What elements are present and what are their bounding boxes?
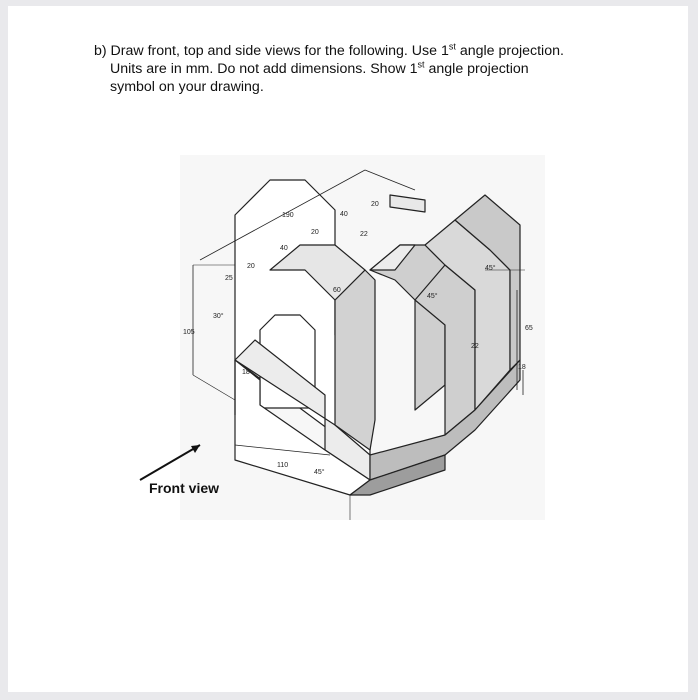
first-rib-side [335, 270, 375, 450]
dim-65: 65 [525, 325, 533, 332]
question-line-1: b) Draw front, top and side views for the following. Use 1st angle projection. [94, 41, 564, 59]
dim-20-top: 20 [371, 201, 379, 208]
dim-18-right: 18 [518, 364, 526, 371]
dim-110: 110 [277, 462, 289, 469]
dim-22-top: 22 [360, 231, 368, 238]
dim-40-top: 40 [340, 211, 348, 218]
question-text [94, 42, 624, 96]
dim-40-left: 40 [280, 245, 288, 252]
question-line-2: Units are in mm. Do not add dimensions. Show 1st angle projection [110, 59, 529, 77]
front-view-label: Front view [149, 480, 220, 496]
bottom-border [0, 692, 698, 700]
dim-45-top-right: 45° [485, 265, 496, 272]
dim-20-left: 20 [247, 263, 255, 270]
dim-105: 105 [183, 329, 195, 336]
top-border [0, 0, 698, 6]
dim-45-middle: 45° [427, 293, 438, 300]
dim-20-mid: 20 [311, 229, 319, 236]
question-line-3: symbol on your drawing. [110, 79, 264, 95]
left-border [0, 0, 8, 700]
isometric-drawing [125, 150, 545, 525]
dim-25: 25 [225, 275, 233, 282]
dim-190: 190 [282, 212, 294, 219]
dim-30-deg: 30° [213, 313, 224, 320]
dim-60: 60 [333, 287, 341, 294]
right-border [688, 0, 698, 700]
dim-18-left: 18 [242, 369, 250, 376]
dim-45-bottom: 45° [314, 469, 325, 476]
dim-22-right: 22 [471, 343, 479, 350]
